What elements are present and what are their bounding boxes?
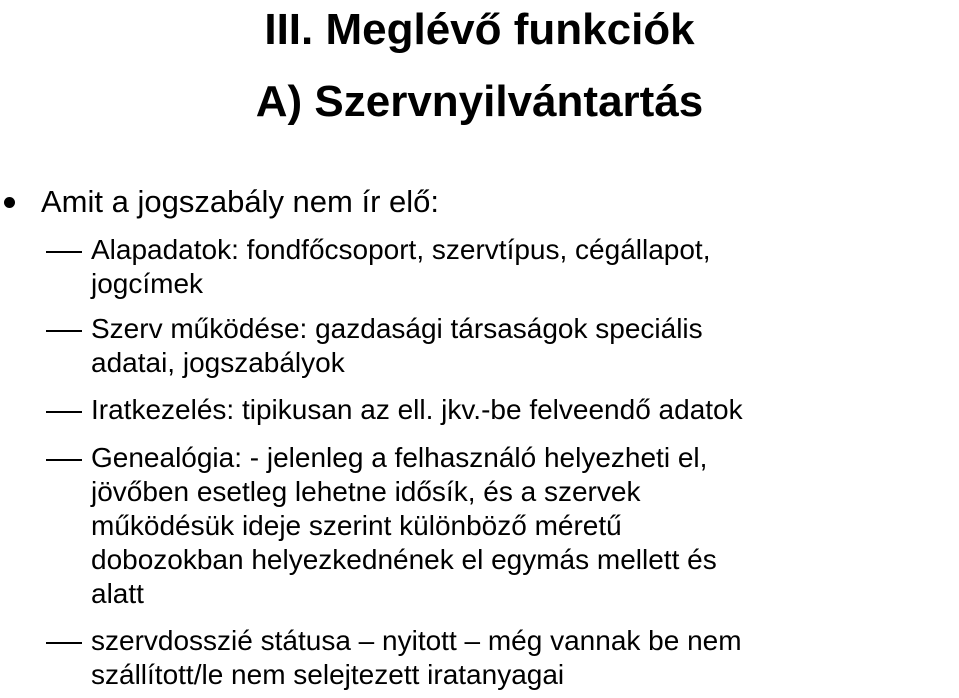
subitem-text [91,393,953,427]
subitem-text [91,312,953,380]
dash-icon [46,411,82,413]
subitem-line: szállított/le nem selejtezett iratanyagai [91,659,565,690]
slide-title: III. Meglévő funkciók [264,5,695,54]
subitem-line: Iratkezelés: tipikusan az ell. jkv.-be felveendő adatok [91,394,743,425]
subitem-text [91,441,953,611]
subitem-line: adatai, jogszabályok [91,347,345,378]
subitem-text [91,624,953,692]
dash-icon [46,642,82,644]
subitem-line: alatt [91,578,144,609]
subitem-line: Alapadatok: fondfőcsoport, szervtípus, cégállapot, [91,234,711,265]
subitem-line: dobozokban helyezkednének el egymás mellett és [91,544,717,575]
dash-icon [46,251,82,253]
subitem-line: Szerv működése: gazdasági társaságok speciális [91,313,703,344]
subitem-line: jogcímek [91,268,204,299]
main-bullet-text: Amit a jogszabály nem ír elő: [41,184,440,219]
subitem-line: jövőben esetleg lehetne idősík, és a szervek [91,476,641,507]
subitem-line: Genealógia: - jelenleg a felhasználó helyezheti el, [91,442,708,473]
dash-icon [46,330,82,332]
subitem-line: működésük ideje szerint különböző méretű [91,510,622,541]
subitem-text [91,233,953,301]
bullet-dot-icon [4,197,15,208]
slide-subtitle: A) Szervnyilvántartás [255,77,704,126]
subitem-line: szervdosszié státusa – nyitott – még vannak be nem [91,625,742,656]
dash-icon [46,459,82,461]
